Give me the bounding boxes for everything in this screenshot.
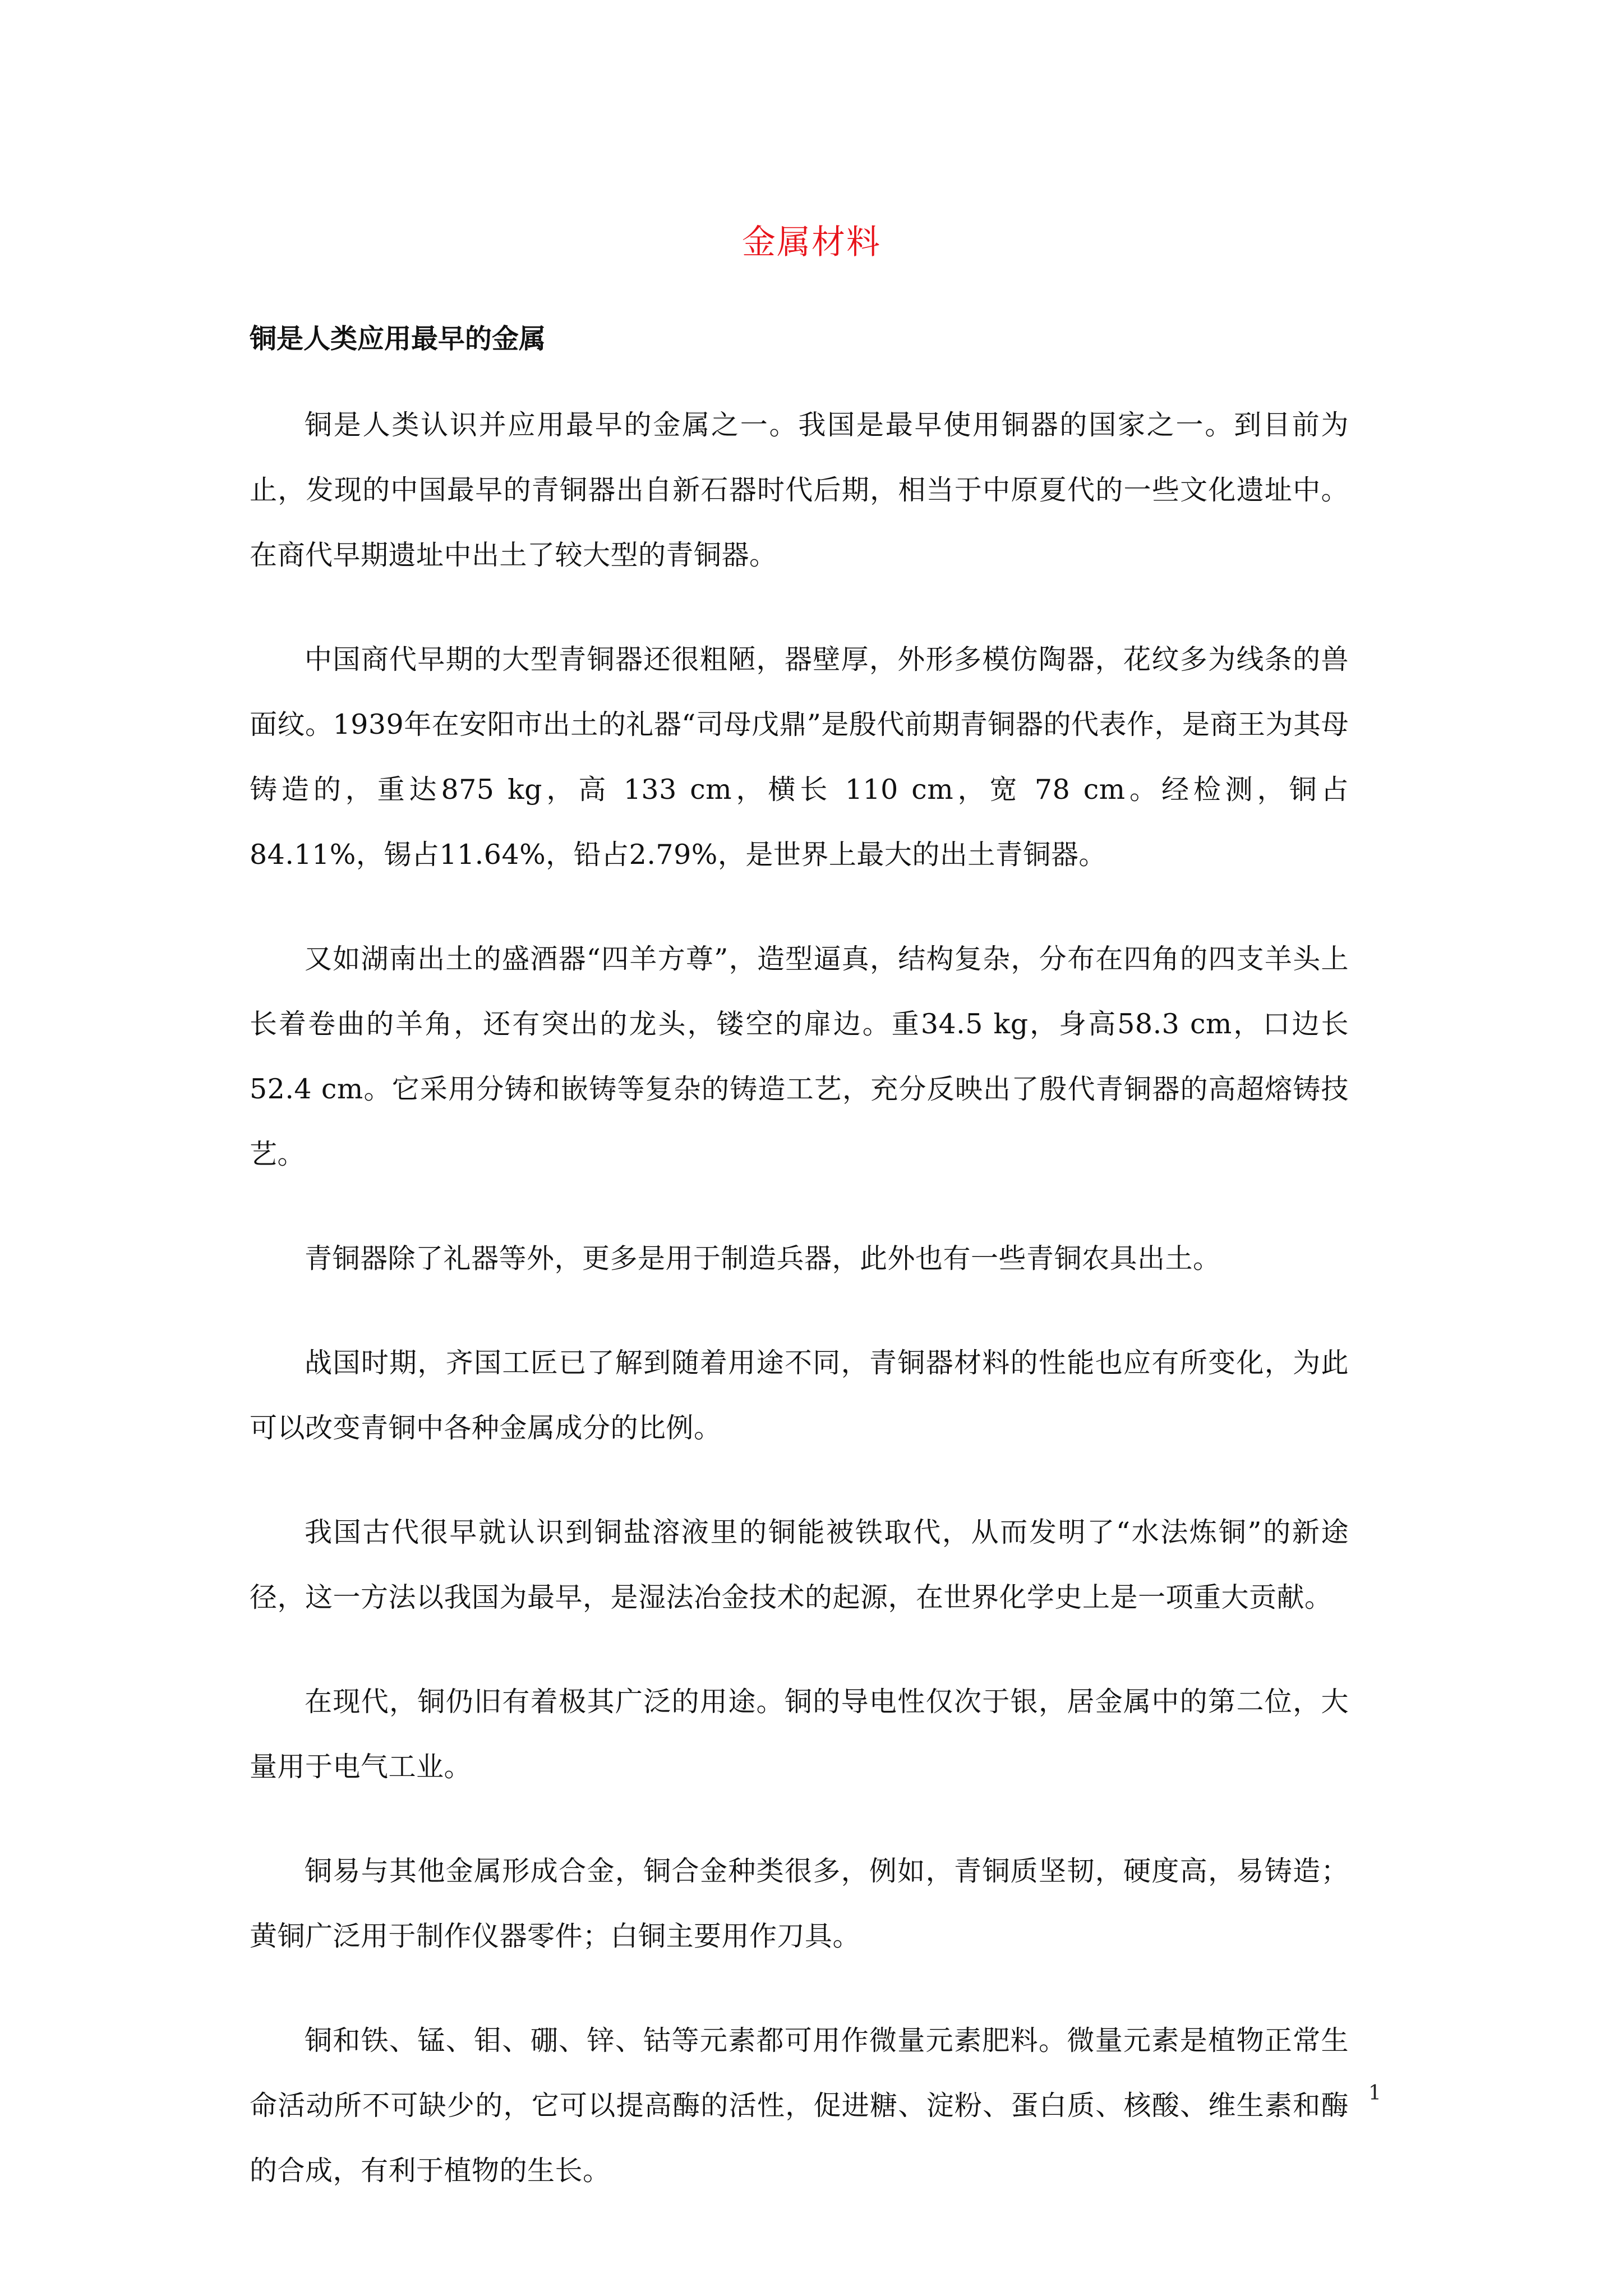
- paragraph: 铜易与其他金属形成合金，铜合金种类很多，例如，青铜质坚韧，硬度高，易铸造；黄铜广泛用于制作仪器零件；白铜主要用作刀具。: [250, 1855, 1349, 1952]
- section-heading: 铜是人类应用最早的金属: [250, 323, 546, 355]
- paragraph: 铜是人类认识并应用最早的金属之一。我国是最早使用铜器的国家之一。到目前为止，发现的中国最早的青铜器出自新石器时代后期，相当于中原夏代的一些文化遗址中。在商代早期遗址中出土了较大型的青铜器。: [250, 409, 1349, 571]
- paragraph: 中国商代早期的大型青铜器还很粗陋，器壁厚，外形多模仿陶器，花纹多为线条的兽面纹。1939年在安阳市出土的礼器“司母戊鼎”是殷代前期青铜器的代表作，是商王为其母铸造的，重达875 kg，高 133 cm，横长 110 cm，宽 78 cm。经检测，铜占84.11%，锡占11.64%，铅占2.79%，是世界上最大的出土青铜器。: [250, 643, 1349, 871]
- body-text: [250, 393, 1349, 2243]
- paragraph: 铜和铁、锰、钼、硼、锌、钴等元素都可用作微量元素肥料。微量元素是植物正常生命活动所不可缺少的，它可以提高酶的活性，促进糖、淀粉、蛋白质、核酸、维生素和酶的合成，有利于植物的生长。: [250, 2024, 1349, 2187]
- document-title: 金属材料: [742, 223, 881, 262]
- paragraph: 我国古代很早就认识到铜盐溶液里的铜能被铁取代，从而发明了“水法炼铜”的新途径，这一方法以我国为最早，是湿法冶金技术的起源，在世界化学史上是一项重大贡献。: [250, 1516, 1349, 1613]
- paragraph: 青铜器除了礼器等外，更多是用于制造兵器，此外也有一些青铜农具出土。: [305, 1243, 1221, 1274]
- paragraph: 在现代，铜仍旧有着极其广泛的用途。铜的导电性仅次于银，居金属中的第二位，大量用于电气工业。: [250, 1686, 1349, 1783]
- page-number: 1: [1368, 2082, 1381, 2105]
- paragraph: 又如湖南出土的盛酒器“四羊方尊”，造型逼真，结构复杂，分布在四角的四支羊头上长着卷曲的羊角，还有突出的龙头，镂空的扉边。重34.5 kg，身高58.3 cm，口边长52.4 cm。它采用分铸和嵌铸等复杂的铸造工艺，充分反映出了殷代青铜器的高超熔铸技艺。: [250, 943, 1349, 1170]
- paragraph: 战国时期，齐国工匠已了解到随着用途不同，青铜器材料的性能也应有所变化，为此可以改变青铜中各种金属成分的比例。: [250, 1347, 1349, 1444]
